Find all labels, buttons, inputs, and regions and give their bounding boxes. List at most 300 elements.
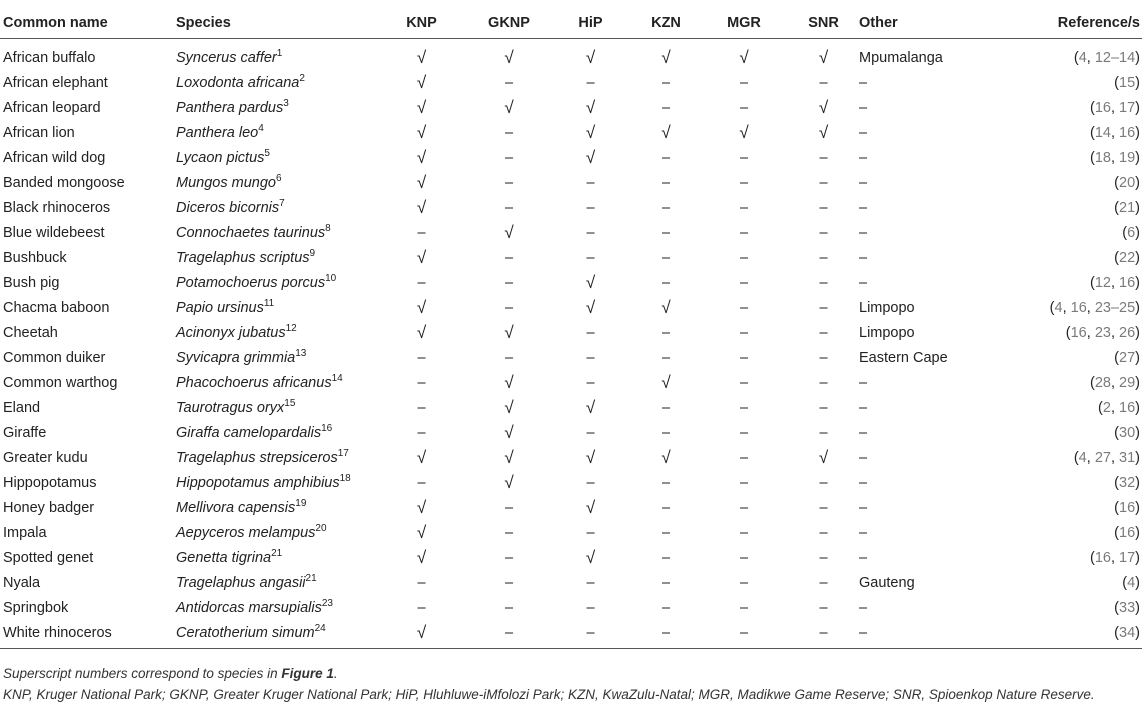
cell-references	[1009, 570, 1142, 595]
cell-mgr	[700, 595, 788, 620]
dash-mark: –	[504, 549, 514, 566]
reference-link[interactable]: 18	[1094, 149, 1111, 166]
cell-gknp	[469, 270, 549, 295]
reference-punct: (	[1114, 474, 1120, 491]
cell-mgr	[700, 620, 788, 649]
dash-mark: –	[819, 399, 828, 416]
cell-kzn	[632, 595, 700, 620]
cell-species	[176, 95, 374, 120]
reference-punct: (	[1114, 199, 1120, 216]
cell-references	[1009, 120, 1142, 145]
cell-common-name: African lion	[3, 124, 75, 141]
species-name: Diceros bicornis	[176, 199, 280, 216]
reference-link[interactable]: 16	[1070, 299, 1087, 316]
dash-mark: –	[819, 474, 828, 491]
cell-common-name: Giraffe	[3, 424, 47, 441]
cell-other: Limpopo	[859, 324, 915, 341]
cell-common-name: Bush pig	[3, 274, 60, 291]
reference-link[interactable]: 16	[1070, 324, 1087, 341]
reference-link[interactable]: 12	[1094, 274, 1111, 291]
dash-mark: –	[504, 74, 514, 91]
species-superscript: 16	[321, 422, 333, 434]
cell-kzn	[632, 195, 700, 220]
cell-other: –	[859, 449, 868, 466]
check-mark-icon: √	[739, 122, 749, 142]
reference-link[interactable]: 23	[1094, 324, 1111, 341]
dash-mark: –	[819, 174, 828, 191]
cell-gknp	[469, 470, 549, 495]
dash-mark: –	[661, 199, 671, 216]
cell-kzn	[632, 145, 700, 170]
cell-common-name: African leopard	[3, 99, 101, 116]
reference-link[interactable]: 12–14	[1094, 49, 1136, 66]
check-mark-icon: √	[416, 72, 427, 92]
table-row	[0, 395, 1142, 420]
dash-mark: –	[586, 199, 595, 216]
dash-mark: –	[661, 599, 671, 616]
cell-species	[176, 195, 374, 220]
cell-knp	[374, 395, 469, 420]
cell-hip	[549, 245, 632, 270]
reference-link[interactable]: 26	[1119, 324, 1136, 341]
reference-link[interactable]: 6	[1127, 224, 1136, 241]
species-superscript: 15	[284, 397, 296, 409]
cell-knp	[374, 39, 469, 71]
species-superscript: 20	[315, 522, 327, 534]
cell-snr	[788, 220, 859, 245]
cell-mgr	[700, 295, 788, 320]
dash-mark: –	[586, 249, 595, 266]
reference-punct: (	[1114, 499, 1120, 516]
reference-link[interactable]: 27	[1094, 449, 1111, 466]
dash-mark: –	[661, 399, 671, 416]
cell-other: –	[859, 374, 868, 391]
dash-mark: –	[739, 199, 749, 216]
cell-hip	[549, 295, 632, 320]
cell-hip	[549, 120, 632, 145]
dash-mark: –	[819, 549, 828, 566]
species-superscript: 2	[299, 72, 305, 84]
cell-references	[1009, 195, 1142, 220]
dash-mark: –	[739, 399, 749, 416]
check-mark-icon: √	[504, 472, 514, 492]
dash-mark: –	[661, 274, 671, 291]
reference-punct: ,	[1086, 299, 1095, 316]
dash-mark: –	[739, 524, 749, 541]
cell-mgr	[700, 70, 788, 95]
reference-punct: (	[1114, 524, 1120, 541]
dash-mark: –	[586, 324, 595, 341]
check-mark-icon: √	[818, 447, 829, 467]
species-superscript: 17	[337, 447, 349, 459]
species-name: Panthera leo	[176, 124, 259, 141]
reference-punct: (	[1114, 74, 1120, 91]
species-superscript: 7	[279, 197, 285, 209]
dash-mark: –	[739, 99, 749, 116]
check-mark-icon: √	[416, 547, 427, 567]
cell-common-name: Chacma baboon	[3, 299, 110, 316]
cell-species	[176, 370, 374, 395]
dash-mark: –	[586, 174, 595, 191]
cell-common-name: White rhinoceros	[0, 620, 176, 649]
cell-snr	[788, 120, 859, 145]
reference-link[interactable]: 4	[1054, 299, 1063, 316]
reference-punct: ,	[1110, 99, 1120, 116]
reference-link[interactable]: 17	[1119, 549, 1136, 566]
dash-mark: –	[504, 174, 514, 191]
reference-link[interactable]: 17	[1119, 99, 1136, 116]
cell-other: –	[859, 99, 868, 116]
dash-mark: –	[661, 249, 671, 266]
cell-knp	[374, 545, 469, 570]
dash-mark: –	[739, 449, 749, 466]
check-mark-icon: √	[585, 547, 596, 567]
cell-hip	[549, 320, 632, 345]
dash-mark: –	[417, 224, 426, 241]
reference-link[interactable]: 14	[1094, 124, 1111, 141]
reference-punct: )	[1135, 449, 1140, 466]
cell-other: –	[859, 424, 868, 441]
reference-punct: ,	[1110, 549, 1120, 566]
reference-link[interactable]: 2	[1102, 399, 1111, 416]
check-mark-icon: √	[661, 372, 671, 392]
cell-snr	[788, 295, 859, 320]
cell-gknp	[469, 345, 549, 370]
cell-references	[1009, 420, 1142, 445]
species-name: Ceratotherium simum	[176, 624, 315, 641]
cell-other: –	[859, 174, 868, 191]
dash-mark: –	[504, 124, 514, 141]
reference-punct: )	[1135, 299, 1140, 316]
cell-snr	[788, 595, 859, 620]
table-row	[0, 570, 1142, 595]
reference-punct: )	[1135, 149, 1140, 166]
reference-link[interactable]: 16	[1094, 549, 1111, 566]
footnote-text: Superscript numbers correspond to species in	[3, 666, 282, 681]
dash-mark: –	[661, 624, 671, 641]
cell-snr	[788, 70, 859, 95]
cell-other: –	[859, 524, 868, 541]
dash-mark: –	[417, 424, 426, 441]
check-mark-icon: √	[416, 247, 427, 267]
cell-common-name: Honey badger	[3, 499, 95, 516]
reference-link[interactable]: 20	[1119, 174, 1136, 191]
check-mark-icon: √	[739, 47, 749, 67]
table-body	[0, 39, 1142, 649]
header-row	[0, 8, 1142, 39]
dash-mark: –	[417, 574, 426, 591]
reference-punct: (	[1073, 49, 1079, 66]
cell-kzn	[632, 70, 700, 95]
dash-mark: –	[819, 149, 828, 166]
cell-kzn	[632, 470, 700, 495]
table-row	[0, 145, 1142, 170]
dash-mark: –	[819, 499, 828, 516]
cell-knp	[374, 70, 469, 95]
cell-mgr	[700, 420, 788, 445]
cell-species	[176, 120, 374, 145]
reference-punct: ,	[1086, 324, 1095, 341]
dash-mark: –	[417, 599, 426, 616]
cell-other: –	[859, 399, 868, 416]
cell-hip	[549, 470, 632, 495]
reference-punct: )	[1135, 424, 1140, 441]
cell-kzn	[632, 420, 700, 445]
cell-knp	[374, 295, 469, 320]
cell-common-name: Blue wildebeest	[3, 224, 105, 241]
cell-knp	[374, 495, 469, 520]
cell-other: –	[859, 549, 868, 566]
reference-punct: ,	[1110, 149, 1120, 166]
header-gknp: GKNP	[469, 8, 549, 39]
dash-mark: –	[739, 374, 749, 391]
cell-kzn	[632, 95, 700, 120]
cell-snr	[788, 320, 859, 345]
check-mark-icon: √	[504, 447, 514, 467]
reference-link[interactable]: 32	[1119, 474, 1136, 491]
dash-mark: –	[504, 624, 514, 641]
species-name: Potamochoerus porcus	[176, 274, 326, 291]
cell-knp	[374, 520, 469, 545]
dash-mark: –	[417, 399, 426, 416]
reference-link[interactable]: 28	[1094, 374, 1111, 391]
reference-link[interactable]: 16	[1119, 124, 1136, 141]
reference-punct: )	[1135, 349, 1140, 366]
check-mark-icon: √	[504, 322, 514, 342]
cell-mgr	[700, 570, 788, 595]
cell-knp	[374, 620, 469, 649]
check-mark-icon: √	[661, 47, 671, 67]
cell-references	[1009, 295, 1142, 320]
dash-mark: –	[504, 299, 514, 316]
cell-snr	[788, 620, 859, 649]
cell-snr	[788, 245, 859, 270]
reference-punct: ,	[1086, 449, 1095, 466]
cell-references	[1009, 320, 1142, 345]
reference-link[interactable]: 29	[1119, 374, 1136, 391]
dash-mark: –	[661, 74, 671, 91]
dash-mark: –	[739, 599, 749, 616]
reference-link[interactable]: 16	[1119, 274, 1136, 291]
table-row	[0, 195, 1142, 220]
reference-punct: )	[1135, 174, 1140, 191]
cell-references	[1009, 495, 1142, 520]
reference-link[interactable]: 34	[1119, 624, 1136, 641]
cell-snr	[788, 195, 859, 220]
cell-species	[176, 545, 374, 570]
table-row	[0, 370, 1142, 395]
cell-mgr	[700, 370, 788, 395]
cell-knp	[374, 195, 469, 220]
species-name: Loxodonta africana	[176, 74, 300, 91]
cell-hip	[549, 270, 632, 295]
reference-link[interactable]: 21	[1119, 199, 1136, 216]
cell-mgr	[700, 545, 788, 570]
dash-mark: –	[819, 199, 828, 216]
check-mark-icon: √	[504, 422, 514, 442]
reference-punct: )	[1135, 224, 1140, 241]
species-name: Tragelaphus scriptus	[176, 249, 310, 266]
reference-punct: )	[1135, 49, 1140, 66]
cell-knp	[374, 345, 469, 370]
dash-mark: –	[661, 224, 671, 241]
cell-knp	[374, 470, 469, 495]
reference-punct: )	[1135, 524, 1140, 541]
reference-link[interactable]: 4	[1078, 449, 1087, 466]
cell-gknp	[469, 95, 549, 120]
cell-gknp	[469, 520, 549, 545]
reference-link[interactable]: 30	[1119, 424, 1136, 441]
reference-link[interactable]: 15	[1119, 74, 1136, 91]
cell-references	[1009, 170, 1142, 195]
reference-link[interactable]: 19	[1119, 149, 1136, 166]
species-name: Syvicapra grimmia	[176, 349, 296, 366]
cell-mgr	[700, 520, 788, 545]
cell-mgr	[700, 470, 788, 495]
cell-gknp	[469, 145, 549, 170]
check-mark-icon: √	[818, 97, 829, 117]
species-superscript: 21	[305, 572, 317, 584]
check-mark-icon: √	[416, 97, 427, 117]
dash-mark: –	[504, 149, 514, 166]
cell-common-name: Common warthog	[3, 374, 118, 391]
reference-link[interactable]: 33	[1119, 599, 1136, 616]
header-references: Reference/s	[1009, 8, 1142, 39]
species-superscript: 14	[331, 372, 343, 384]
species-name: Taurotragus oryx	[176, 399, 285, 416]
reference-link[interactable]: 16	[1094, 99, 1111, 116]
cell-other: Mpumalanga	[859, 49, 943, 66]
species-name: Giraffa camelopardalis	[176, 424, 322, 441]
dash-mark: –	[504, 599, 514, 616]
species-superscript: 21	[271, 547, 283, 559]
reference-link[interactable]: 22	[1119, 249, 1136, 266]
species-superscript: 10	[325, 272, 337, 284]
cell-species	[176, 320, 374, 345]
cell-kzn	[632, 520, 700, 545]
reference-link[interactable]: 31	[1119, 449, 1136, 466]
dash-mark: –	[586, 374, 595, 391]
cell-snr	[788, 445, 859, 470]
dash-mark: –	[661, 149, 671, 166]
reference-link[interactable]: 27	[1119, 349, 1136, 366]
cell-knp	[374, 445, 469, 470]
dash-mark: –	[661, 174, 671, 191]
dash-mark: –	[586, 224, 595, 241]
cell-knp	[374, 95, 469, 120]
reference-link[interactable]: 16	[1119, 399, 1136, 416]
cell-kzn	[632, 220, 700, 245]
dash-mark: –	[504, 199, 514, 216]
species-superscript: 19	[295, 497, 307, 509]
reference-punct: ,	[1110, 399, 1120, 416]
dash-mark: –	[661, 474, 671, 491]
species-table	[0, 8, 1142, 649]
cell-species	[176, 220, 374, 245]
cell-mgr	[700, 120, 788, 145]
dash-mark: –	[661, 574, 671, 591]
cell-hip	[549, 70, 632, 95]
cell-gknp	[469, 420, 549, 445]
reference-punct: )	[1135, 624, 1140, 641]
reference-punct: (	[1089, 99, 1095, 116]
reference-punct: ,	[1110, 324, 1120, 341]
check-mark-icon: √	[585, 147, 596, 167]
reference-punct: (	[1114, 424, 1120, 441]
figure-link[interactable]: Figure 1	[281, 666, 334, 681]
cell-knp	[374, 420, 469, 445]
reference-link[interactable]: 16	[1119, 524, 1136, 541]
check-mark-icon: √	[585, 397, 596, 417]
reference-punct: )	[1135, 549, 1140, 566]
dash-mark: –	[739, 224, 749, 241]
species-superscript: 1	[276, 47, 283, 59]
cell-species	[176, 520, 374, 545]
cell-common-name: African elephant	[3, 74, 108, 91]
cell-hip	[549, 445, 632, 470]
cell-kzn	[632, 345, 700, 370]
cell-kzn	[632, 620, 700, 649]
cell-common-name: Nyala	[3, 574, 41, 591]
reference-punct: )	[1135, 574, 1140, 591]
cell-hip	[549, 345, 632, 370]
cell-species	[176, 420, 374, 445]
check-mark-icon: √	[416, 297, 427, 317]
cell-snr	[788, 145, 859, 170]
cell-references	[1009, 345, 1142, 370]
cell-species	[176, 39, 374, 71]
dash-mark: –	[739, 149, 749, 166]
dash-mark: –	[819, 74, 828, 91]
cell-references	[1009, 470, 1142, 495]
dash-mark: –	[417, 274, 426, 291]
cell-species	[176, 245, 374, 270]
reference-link[interactable]: 16	[1119, 499, 1136, 516]
reference-link[interactable]: 4	[1078, 49, 1087, 66]
table-row	[0, 320, 1142, 345]
species-superscript: 3	[283, 97, 289, 109]
check-mark-icon: √	[416, 322, 427, 342]
dash-mark: –	[586, 474, 595, 491]
species-superscript: 23	[321, 597, 333, 609]
cell-mgr	[700, 220, 788, 245]
footnote-abbreviations: KNP, Kruger National Park; GKNP, Greater Kruger National Park; HiP, Hluhluwe-iMfolozi Park; KZN, KwaZulu-Natal; MGR, Madikwe Game Reserve; SNR, Spioenkop Nature Reserve.	[3, 687, 1095, 702]
cell-snr	[788, 470, 859, 495]
dash-mark: –	[504, 524, 514, 541]
dash-mark: –	[504, 274, 514, 291]
dash-mark: –	[739, 624, 749, 641]
dash-mark: –	[661, 324, 671, 341]
cell-species	[176, 495, 374, 520]
dash-mark: –	[739, 324, 749, 341]
dash-mark: –	[819, 274, 828, 291]
reference-punct: )	[1135, 249, 1140, 266]
cell-kzn	[632, 495, 700, 520]
reference-link[interactable]: 23–25	[1094, 299, 1136, 316]
cell-gknp	[469, 570, 549, 595]
cell-species	[176, 445, 374, 470]
reference-link[interactable]: 4	[1127, 574, 1136, 591]
cell-references	[1009, 145, 1142, 170]
table-row	[0, 39, 1142, 71]
cell-common-name: Springbok	[3, 599, 69, 616]
species-superscript: 13	[295, 347, 307, 359]
cell-knp	[374, 170, 469, 195]
dash-mark: –	[586, 599, 595, 616]
table-row	[0, 470, 1142, 495]
cell-hip	[549, 39, 632, 71]
species-name: Papio ursinus	[176, 299, 264, 316]
